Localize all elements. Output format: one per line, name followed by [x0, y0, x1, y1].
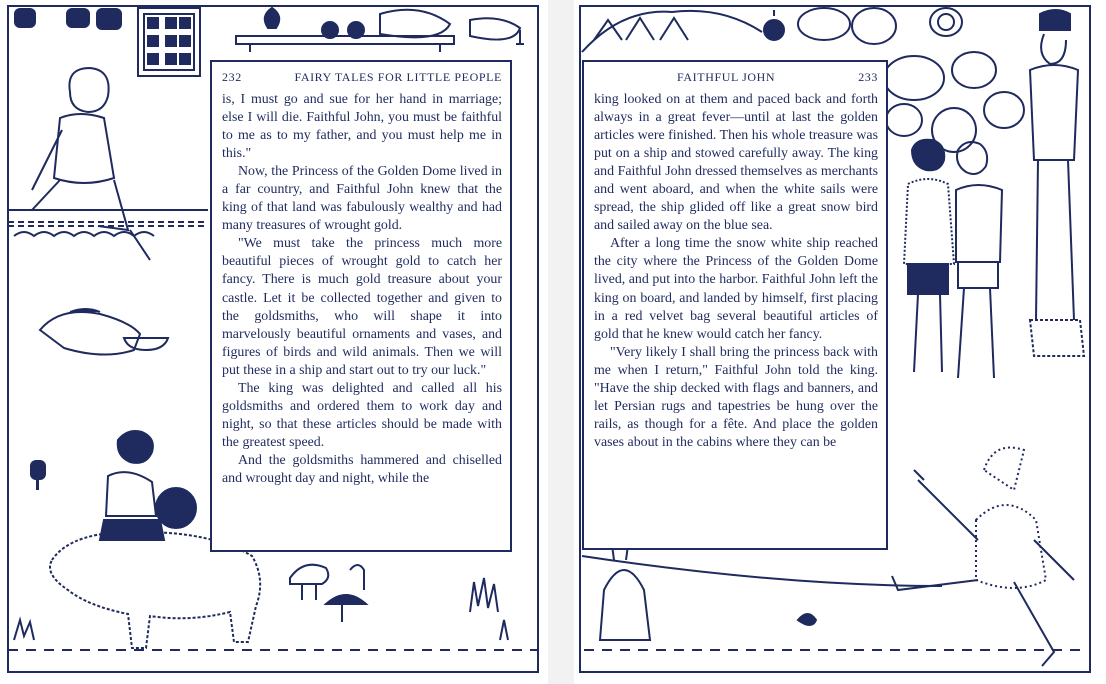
three-boys-illustration	[904, 10, 1084, 378]
right-running-head: FAITHFUL JOHN	[677, 70, 776, 84]
right-running-header	[594, 70, 878, 85]
cat-drinking-illustration	[40, 309, 168, 355]
paragraph: king looked on at them and paced back and forth always in a great fever—until at last the golden articles were finished. Then his whole treasure was put on a ship and stowed carefully away. The king and Faithful John dressed themselves as merchants and went aboard, and when the white sails were spread, the ship glided off like a great snow bird and sailed away on the blue sea.	[594, 92, 878, 234]
sitting-child-illustration	[8, 68, 208, 260]
paragraph: is, I must go and sue for her hand in marriage; else I will die. Faithful John, you must be faithful to me as to my father, and you must help me in this."	[222, 92, 502, 162]
paragraph: "Very likely I shall bring the princess back with me when I return," Faithful John told the king. "Have the ship decked with flags and banners, and let Persian rugs and tapestries be hung over the rails, as though for a fête. And place the golden vases about in the cabins where they can be	[594, 344, 878, 450]
paragraph: And the goldsmiths hammered and chiselled and wrought day and night, while the	[222, 452, 502, 486]
left-running-head: FAIRY TALES FOR LITTLE PEOPLE	[294, 70, 502, 84]
paragraph: "We must take the princess much more beautiful pieces of wrought gold to catch her fancy. There is much gold treasure about your castle. Let it be collected together and given to the goldsmiths, who will shape it into marvelously beautiful ornaments and vases, and figures of birds and wild animals. Then we will put these in a ship and start out to try our luck."	[222, 236, 502, 378]
right-text-panel	[582, 60, 888, 550]
left-running-header	[222, 70, 502, 85]
mushrooms-illustration	[290, 565, 366, 622]
jester-illustration	[892, 448, 1074, 667]
book-gutter	[548, 0, 574, 684]
right-page	[574, 0, 1106, 684]
left-text-panel	[210, 60, 512, 552]
paragraph: The king was delighted and called all his goldsmiths and ordered them to work day and night, so that these articles should be made with the greatest speed.	[222, 380, 502, 450]
window-illustration	[138, 8, 200, 76]
vase-shelf-illustration	[236, 8, 524, 52]
left-page-number: 232	[222, 70, 242, 84]
paragraph: After a long time the snow white ship reached the city where the Princess of the Golden Dome lived, and put into the harbor. Faithful John left the king on board, and landed by himself, first placing in a red velvet bag several beautiful articles of gold that he knew would catch her fancy.	[594, 236, 878, 342]
right-page-number: 233	[858, 70, 878, 84]
paragraph: Now, the Princess of the Golden Dome lived in a far country, and Faithful John knew that the king of that land was fabulously wealthy and had many treasures of wrought gold.	[222, 164, 502, 234]
left-page	[0, 0, 548, 684]
